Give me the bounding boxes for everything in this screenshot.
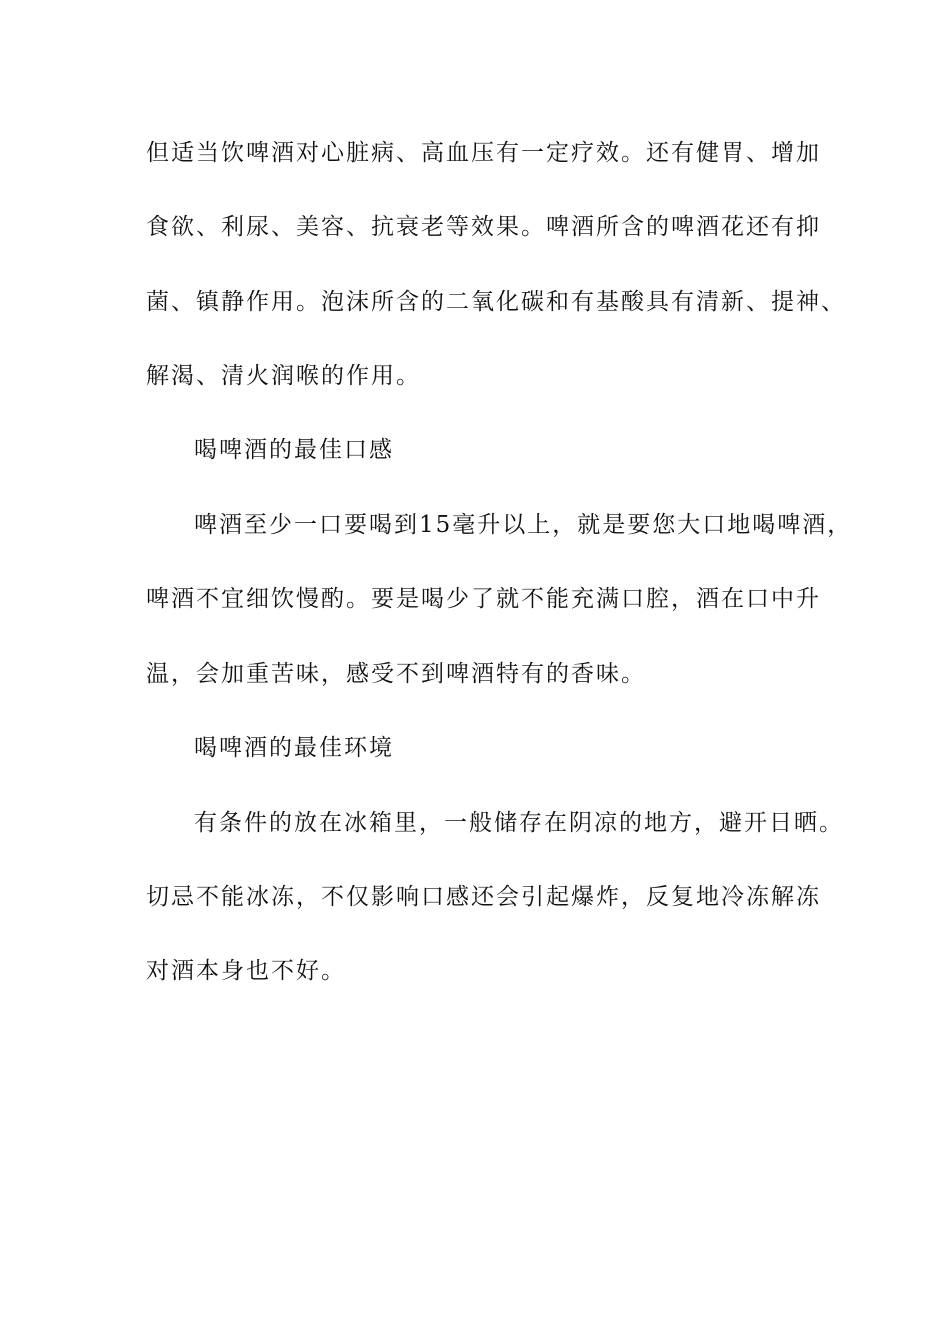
section-heading: 喝啤酒的最佳口感 [194, 437, 394, 463]
paragraph-line: 菌、镇静作用。泡沫所含的二氧化碳和有基酸具有清新、提神、 [146, 289, 846, 315]
paragraph-line: 但适当饮啤酒对心脏病、高血压有一定疗效。还有健胃、增加 [146, 140, 821, 166]
paragraph-line: 温，会加重苦味，感受不到啤酒特有的香味。 [146, 661, 646, 687]
paragraph-line: 对酒本身也不好。 [146, 958, 346, 984]
paragraph-line: 啤酒不宜细饮慢酌。要是喝少了就不能充满口腔，酒在口中升 [146, 586, 821, 612]
paragraph-line: 有条件的放在冰箱里，一般储存在阴凉的地方，避开日晒。 [194, 810, 844, 836]
paragraph-line: 啤酒至少一口要喝到15毫升以上，就是要您大口地喝啤酒， [194, 512, 853, 538]
paragraph-line: 解渴、清火润喉的作用。 [146, 363, 421, 389]
paragraph-line: 食欲、利尿、美容、抗衰老等效果。啤酒所含的啤酒花还有抑 [146, 214, 821, 240]
paragraph-line: 切忌不能冰冻，不仅影响口感还会引起爆炸，反复地冷冻解冻 [146, 884, 821, 910]
section-heading: 喝啤酒的最佳环境 [194, 735, 394, 761]
